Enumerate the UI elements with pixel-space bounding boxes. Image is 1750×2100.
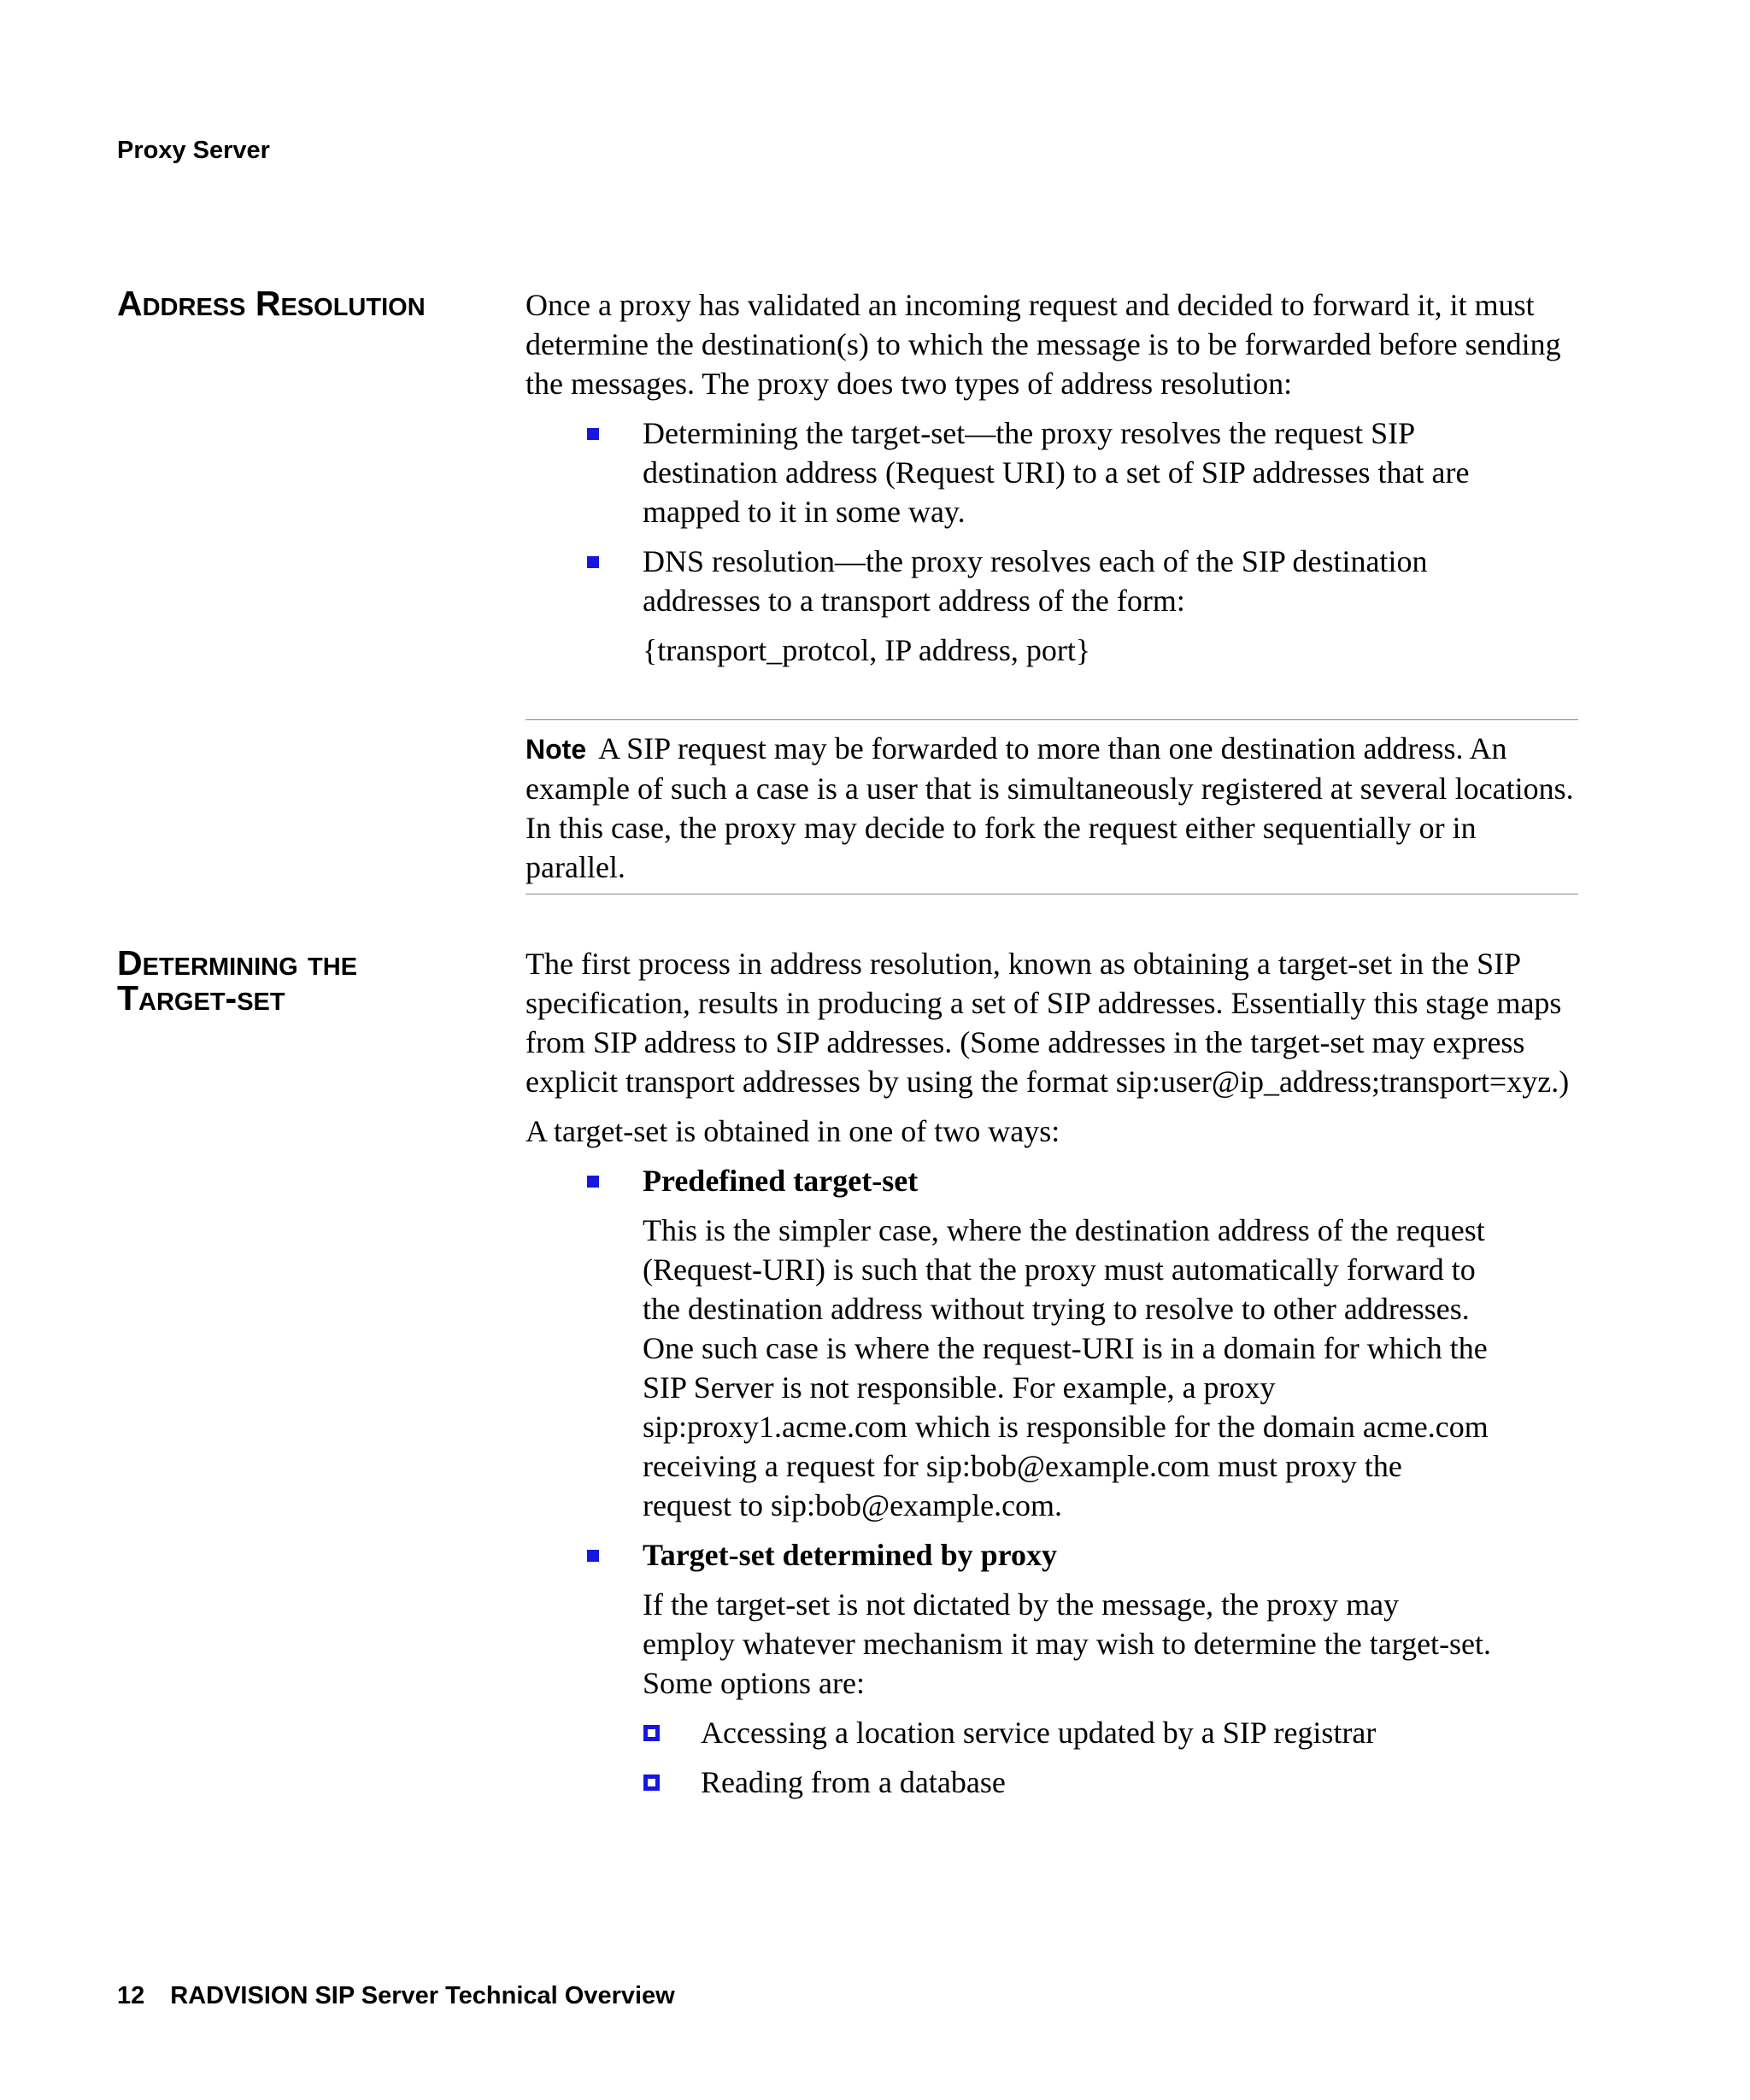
address-resolution-body [526,285,1581,680]
list-item-text: DNS resolution—the proxy resolves each of the SIP destination addresses to a transport address of the form: [643,544,1428,618]
hollow-square-bullet-icon [643,1725,660,1741]
hollow-square-bullet-icon [643,1774,660,1791]
list-item [643,1535,1497,1802]
list-item-text: This is the simpler case, where the destination address of the request (Request-URI) is such that the proxy must automatically forward to the destination address without trying to resolve to other addresses. One such case is where the request-URI is in a domain for which the SIP Server is not responsible. For example, a proxy sip:proxy1.acme.com which is responsible for the domain acme.com receiving a request for sip:bob@example.com must proxy the request to sip:bob@example.com. [643,1213,1489,1522]
document-title: RADVISION SIP Server Technical Overview [170,1982,675,2009]
heading-line: Target-set [117,978,285,1018]
transport-address-form: {transport_protcol, IP address, port} [643,633,1091,667]
target-set-ways-list [643,1161,1497,1802]
address-resolution-heading: Address Resolution [117,284,426,323]
note-label: Note [526,734,587,765]
list-item-text: If the target-set is not dictated by the message, the proxy may employ whatever mechanism it may wish to determine the target-set. Some options are: [643,1587,1492,1700]
determining-target-set-body [526,944,1581,1812]
list-item-text: Accessing a location service updated by a SIP registrar [701,1716,1377,1750]
heading-line: Determining the [117,943,358,983]
note-box [526,719,1578,895]
page-number: 12 [117,1982,145,2009]
page-footer [117,1982,675,2010]
square-bullet-icon [587,556,599,568]
list-item [701,1763,1497,1802]
square-bullet-icon [587,428,599,440]
address-resolution-intro: Once a proxy has validated an incoming request and decided to forward it, it must determine the destination(s) to which the message is to be forwarded before sending the messages. The proxy does two types of address resolution: [526,288,1561,401]
list-item-title: Predefined target-set [643,1164,919,1198]
list-item-text: Reading from a database [701,1765,1006,1799]
resolution-types-list [643,414,1497,670]
list-item [643,542,1497,670]
list-item-text: Determining the target-set—the proxy resolves the request SIP destination address (Request URI) to a set of SIP addresses that are mapped to it in some way. [643,416,1470,529]
list-item-title: Target-set determined by proxy [643,1538,1057,1572]
running-header: Proxy Server [117,137,270,164]
list-item [643,1161,1497,1525]
square-bullet-icon [587,1176,599,1188]
determining-target-set-heading [117,943,502,1018]
list-item [701,1713,1497,1752]
list-item [643,414,1497,531]
target-set-ways: A target-set is obtained in one of two ways: [526,1114,1060,1148]
note-text: A SIP request may be forwarded to more than one destination address. An example of such a case is a user that is simultaneously registered at several locations. In this case, the proxy may decide to fork the request either sequentially or in parallel. [526,731,1574,884]
target-set-intro: The first process in address resolution, known as obtaining a target-set in the SIP specification, results in producing a set of SIP addresses. Essentially this stage maps from SIP address to SIP addresses. (Some addresses in the target-set may express explicit transport addresses by using the format sip:user@ip_address;transport=xyz.) [526,947,1570,1099]
square-bullet-icon [587,1550,599,1562]
target-set-options-list [701,1713,1497,1802]
